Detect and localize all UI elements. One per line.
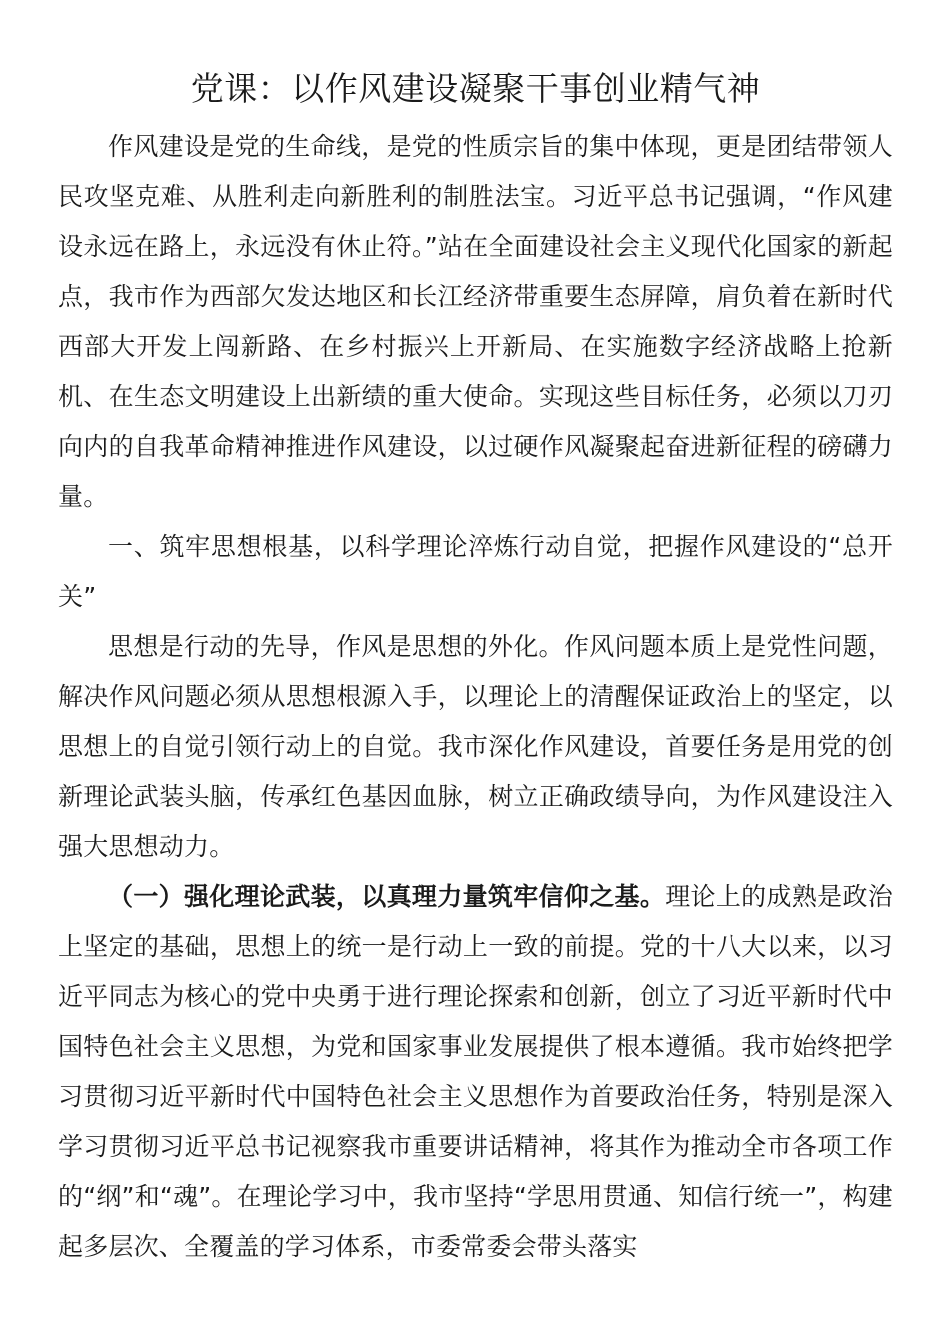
subsection-paragraph — [58, 872, 893, 1272]
document-page — [58, 64, 893, 1272]
subsection-body: 理论上的成熟是政治上坚定的基础，思想上的统一是行动上一致的前提。党的十八大以来，以习近平同志为核心的党中央勇于进行理论探索和创新，创立了习近平新时代中国特色社会主义思想，为党和国家事业发展提供了根本遵循。我市始终把学习贯彻习近平新时代中国特色社会主义思想作为首要政治任务，特别是深入学习贯彻习近平总书记视察我市重要讲话精神，将其作为推动全市各项工作的“纲”和“魂”。在理论学习中，我市坚持“学思用贯通、知信行统一”，构建起多层次、全覆盖的学习体系，市委常委会带头落实 — [58, 882, 893, 1261]
intro-paragraph: 作风建设是党的生命线，是党的性质宗旨的集中体现，更是团结带领人民攻坚克难、从胜利走向新胜利的制胜法宝。习近平总书记强调，“作风建设永远在路上，永远没有休止符。”站在全面建设社会主义现代化国家的新起点，我市作为西部欠发达地区和长江经济带重要生态屏障，肩负着在新时代西部大开发上闯新路、在乡村振兴上开新局、在实施数字经济战略上抢新机、在生态文明建设上出新绩的重大使命。实现这些目标任务，必须以刀刃向内的自我革命精神推进作风建设，以过硬作风凝聚起奋进新征程的磅礴力量。 — [58, 132, 893, 511]
document-title: 党课：以作风建设凝聚干事创业精气神 — [190, 69, 761, 108]
section-heading: 一、筑牢思想根基，以科学理论淬炼行动自觉，把握作风建设的“总开关” — [58, 532, 893, 611]
subsection-heading: （一）强化理论武装，以真理力量筑牢信仰之基。 — [108, 882, 666, 911]
body-paragraph: 思想是行动的先导，作风是思想的外化。作风问题本质上是党性问题，解决作风问题必须从思想根源入手，以理论上的清醒保证政治上的坚定，以思想上的自觉引领行动上的自觉。我市深化作风建设，首要任务是用党的创新理论武装头脑，传承红色基因血脉，树立正确政绩导向，为作风建设注入强大思想动力。 — [58, 632, 893, 861]
